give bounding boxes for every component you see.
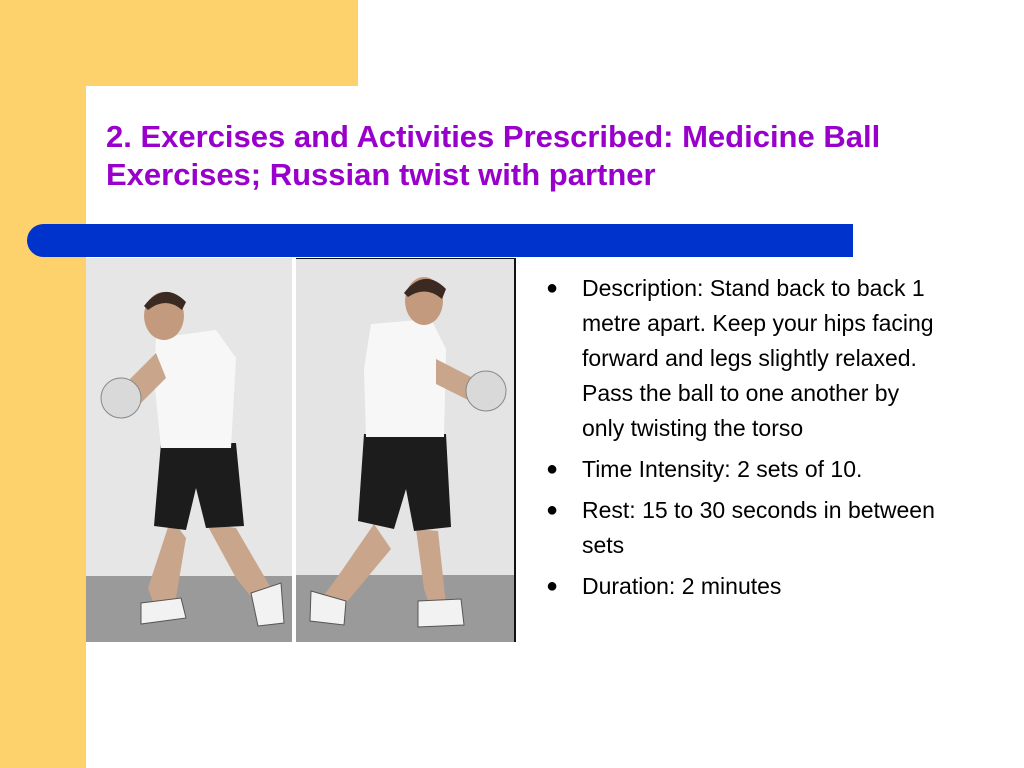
bullet-text: Rest: 15 to 30 seconds in between sets xyxy=(582,497,935,558)
bullet-list xyxy=(546,271,946,610)
slide-title: 2. Exercises and Activities Prescribed: Medicine Ball Exercises; Russian twist with partner xyxy=(106,119,881,192)
bullet-dot-icon: ● xyxy=(546,277,559,299)
accent-top-block xyxy=(0,0,358,86)
bullet-dot-icon: ● xyxy=(546,575,559,597)
bullet-item-duration xyxy=(546,569,946,604)
bullet-text: Time Intensity: 2 sets of 10. xyxy=(582,456,863,482)
title-underline-bar xyxy=(27,224,853,257)
bullet-text: Duration: 2 minutes xyxy=(582,573,782,599)
bullet-item-time-intensity xyxy=(546,452,946,487)
exercise-photo-right xyxy=(296,258,516,642)
bullet-item-rest xyxy=(546,493,946,563)
exercise-photo-left xyxy=(86,258,292,642)
accent-left-strip xyxy=(0,0,86,768)
bullet-dot-icon: ● xyxy=(546,499,559,521)
bullet-item-description xyxy=(546,271,946,446)
bullet-dot-icon: ● xyxy=(546,458,559,480)
bullet-text: Description: Stand back to back 1 metre apart. Keep your hips facing forward and legs slightly relaxed. Pass the ball to one another by only twisting the torso xyxy=(582,275,934,441)
